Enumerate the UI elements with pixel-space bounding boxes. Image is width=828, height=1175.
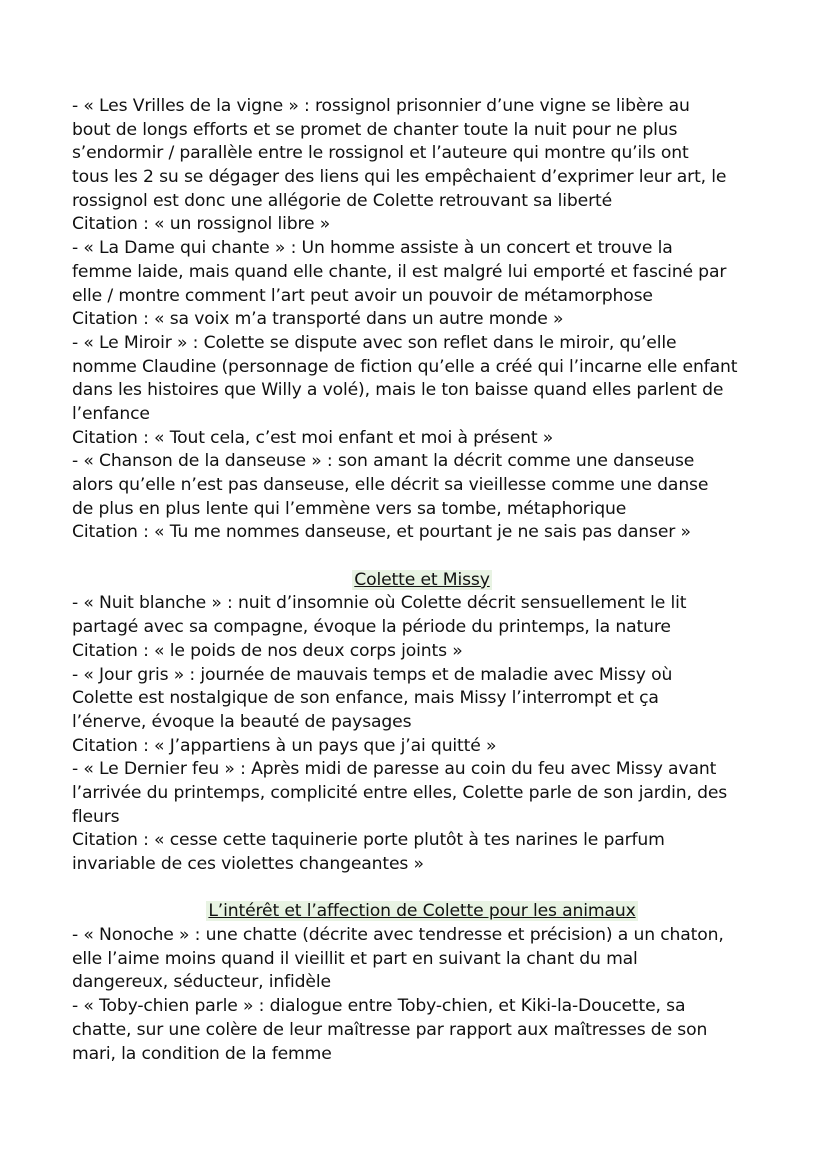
text-line: - « Jour gris » : journée de mauvais temps et de maladie avec Missy où	[72, 664, 673, 685]
text-line: - « La Dame qui chante » : Un homme assiste à un concert et trouve la	[72, 238, 673, 259]
text-line: Colette est nostalgique de son enfance, mais Missy l’interrompt et ça	[72, 688, 659, 709]
text-line: l’énerve, évoque la beauté de paysages	[72, 711, 412, 732]
text-line: femme laide, mais quand elle chante, il est malgré lui emporté et fasciné par	[72, 261, 727, 282]
document-page	[72, 95, 772, 1066]
citation-line: Citation : « Tu me nommes danseuse, et pourtant je ne sais pas danser »	[72, 522, 691, 543]
text-line: tous les 2 su se dégager des liens qui les empêchaient d’exprimer leur art, le	[72, 167, 727, 188]
citation-line: Citation : « un rossignol libre »	[72, 214, 331, 235]
section-heading: L’intérêt et l’affection de Colette pour les animaux	[208, 901, 636, 922]
citation-line: Citation : « J’appartiens à un pays que j’ai quitté »	[72, 735, 497, 756]
spacer	[72, 877, 772, 901]
text-line: - « Toby-chien parle » : dialogue entre Toby-chien, et Kiki-la-Doucette, sa	[72, 996, 686, 1017]
text-line: - « Le Dernier feu » : Après midi de paresse au coin du feu avec Missy avant	[72, 759, 717, 780]
text-line: alors qu’elle n’est pas danseuse, elle décrit sa vieillesse comme une danse	[72, 475, 709, 495]
text-line: fleurs	[72, 806, 120, 827]
text-line: - « Les Vrilles de la vigne » : rossignol prisonnier d’une vigne se libère au	[72, 96, 690, 116]
spacer	[72, 545, 772, 569]
text-line: - « Nonoche » : une chatte (décrite avec tendresse et précision) a un chaton,	[72, 925, 724, 946]
section-colette-missy	[72, 569, 772, 877]
text-line: dans les histoires que Willy a volé), mais le ton baisse quand elles parlent de	[72, 380, 724, 401]
text-line: rossignol est donc une allégorie de Colette retrouvant sa liberté	[72, 190, 613, 211]
text-line: - « Nuit blanche » : nuit d’insomnie où Colette décrit sensuellement le lit	[72, 593, 687, 614]
text-line: s’endormir / parallèle entre le rossignol et l’auteure qui montre qu’ils ont	[72, 143, 689, 164]
text-line: mari, la condition de la femme	[72, 1043, 332, 1064]
citation-line: Citation : « sa voix m’a transporté dans un autre monde »	[72, 309, 564, 330]
text-line: chatte, sur une colère de leur maîtresse par rapport aux maîtresses de son	[72, 1019, 708, 1040]
text-line: l’enfance	[72, 403, 150, 424]
text-line: partagé avec sa compagne, évoque la période du printemps, la nature	[72, 617, 671, 638]
citation-line: Citation : « cesse cette taquinerie porte plutôt à tes narines le parfum	[72, 830, 665, 851]
text-line: elle l’aime moins quand il vieillit et part en suivant la chant du mal	[72, 948, 638, 969]
citation-line: invariable de ces violettes changeantes »	[72, 854, 424, 874]
text-line: elle / montre comment l’art peut avoir un pouvoir de métamorphose	[72, 285, 653, 306]
text-line: de plus en plus lente qui l’emmène vers sa tombe, métaphorique	[72, 498, 627, 519]
text-line: nomme Claudine (personnage de fiction qu’elle a créé qui l’incarne elle enfant	[72, 356, 738, 377]
section-heading: Colette et Missy	[354, 569, 490, 590]
text-line: - « Chanson de la danseuse » : son amant la décrit comme une danseuse	[72, 451, 695, 472]
section-animaux	[72, 900, 772, 1066]
text-line: bout de longs efforts et se promet de chanter toute la nuit pour ne plus	[72, 119, 678, 140]
citation-line: Citation : « Tout cela, c’est moi enfant et moi à présent »	[72, 427, 554, 448]
text-line: l’arrivée du printemps, complicité entre elles, Colette parle de son jardin, des	[72, 782, 728, 803]
text-line: - « Le Miroir » : Colette se dispute avec son reflet dans le miroir, qu’elle	[72, 332, 677, 353]
text-line: dangereux, séducteur, infidèle	[72, 972, 331, 993]
citation-line: Citation : « le poids de nos deux corps joints »	[72, 640, 463, 661]
section-intro	[72, 95, 772, 545]
